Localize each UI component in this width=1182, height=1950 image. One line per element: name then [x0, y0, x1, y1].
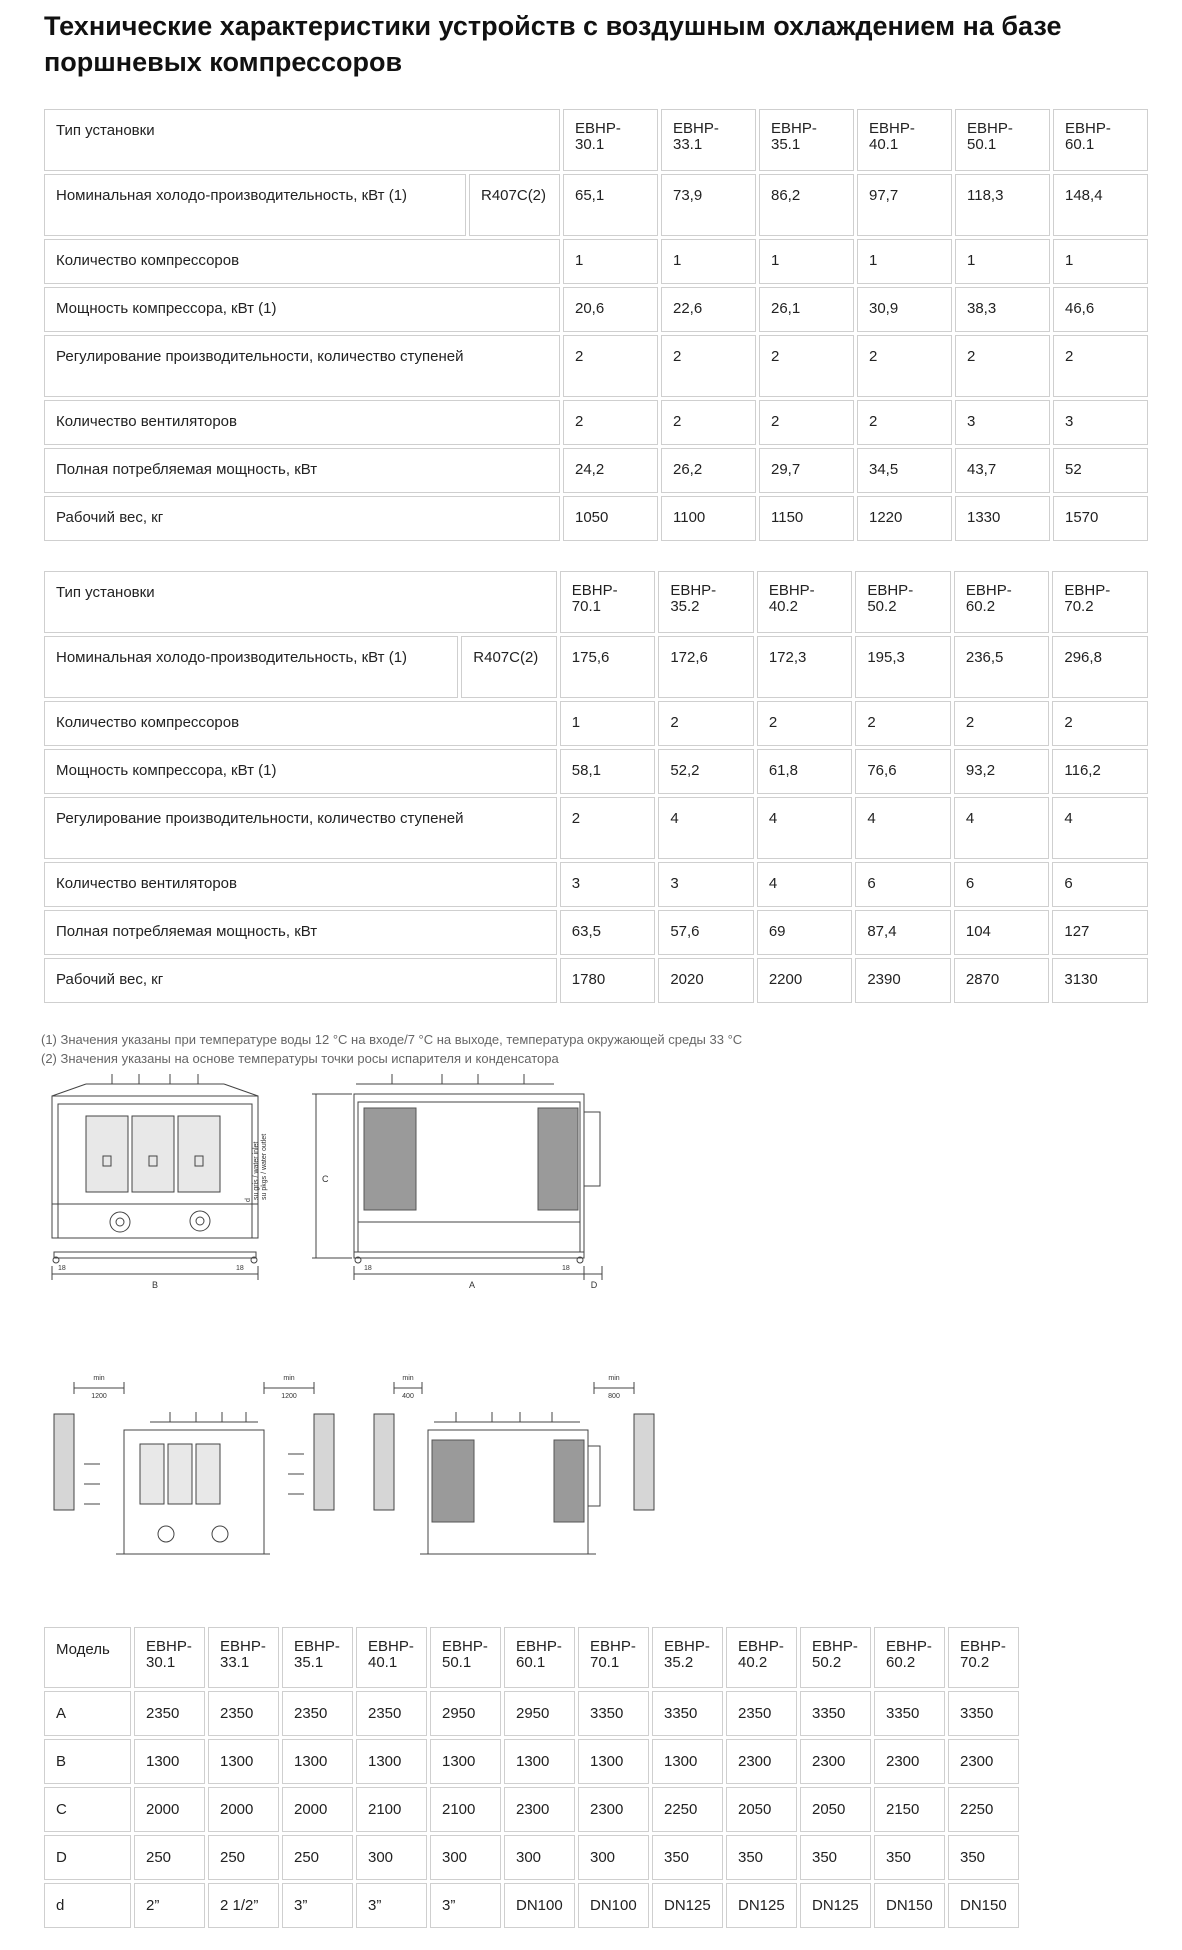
table-row	[44, 797, 1148, 859]
table-cell: DN100	[504, 1883, 575, 1928]
model-header: EBHP-60.2	[874, 1627, 945, 1688]
table-cell: 1220	[857, 496, 952, 541]
clearance-min-label: min	[608, 1375, 620, 1382]
water-outlet-label: su pkgs / water outlet	[261, 1133, 268, 1200]
table-cell: 3130	[1052, 958, 1148, 1003]
table-cell: 1300	[652, 1739, 723, 1784]
table-cell: 2300	[948, 1739, 1019, 1784]
table-cell: 350	[652, 1835, 723, 1880]
table-row	[44, 1691, 1019, 1736]
row-label: Регулирование производительности, количество ступеней	[44, 335, 560, 397]
model-header: EBHP-70.2	[948, 1627, 1019, 1688]
dimensions-table	[41, 1624, 1022, 1931]
table-cell: 3	[1053, 400, 1148, 445]
table-cell: 2	[857, 335, 952, 397]
table-cell: 350	[874, 1835, 945, 1880]
clearance-min-label: min	[283, 1375, 295, 1382]
table-cell: 6	[1052, 862, 1148, 907]
model-header: EBHP-50.2	[855, 571, 951, 633]
dim-a-label: A	[468, 1280, 476, 1290]
table-row	[44, 496, 1148, 541]
row-label: B	[44, 1739, 131, 1784]
table-cell: DN100	[578, 1883, 649, 1928]
row-label: C	[44, 1787, 131, 1832]
table-cell: 2	[658, 701, 754, 746]
table-header-row	[44, 1627, 1019, 1688]
dim-c-label: C	[322, 1174, 329, 1184]
model-header: EBHP-35.1	[759, 109, 854, 171]
table-cell: 3	[560, 862, 656, 907]
model-header: EBHP-40.2	[726, 1627, 797, 1688]
table-cell: 300	[578, 1835, 649, 1880]
table-cell: 2100	[356, 1787, 427, 1832]
table-cell: 1	[661, 239, 756, 284]
table-cell: 104	[954, 910, 1050, 955]
model-header: EBHP-60.1	[1053, 109, 1148, 171]
table-cell: 87,4	[855, 910, 951, 955]
foot-label: 18	[58, 1265, 66, 1272]
table-cell: 20,6	[563, 287, 658, 332]
footnote: (2) Значения указаны на основе температуры точки росы испарителя и конденсатора	[41, 1051, 559, 1066]
table-cell: 3	[955, 400, 1050, 445]
table-cell: 46,6	[1053, 287, 1148, 332]
table-cell: 29,7	[759, 448, 854, 493]
table-cell: 300	[356, 1835, 427, 1880]
refrigerant-cell: R407C(2)	[461, 636, 557, 698]
dim-b-label: B	[151, 1280, 159, 1290]
table-cell: 63,5	[560, 910, 656, 955]
table-cell: 22,6	[661, 287, 756, 332]
dim-d-label: d	[245, 1198, 252, 1202]
table-cell: 2950	[504, 1691, 575, 1736]
table-cell: 296,8	[1052, 636, 1148, 698]
table-cell: 2	[955, 335, 1050, 397]
table-cell: 1100	[661, 496, 756, 541]
table-cell: 1300	[356, 1739, 427, 1784]
table-header-row	[44, 109, 1148, 171]
table-cell: 2050	[726, 1787, 797, 1832]
table-cell: 2350	[134, 1691, 205, 1736]
row-label: Количество компрессоров	[44, 239, 560, 284]
table-cell: 2050	[800, 1787, 871, 1832]
table-cell: 1300	[430, 1739, 501, 1784]
table-cell: 2300	[726, 1739, 797, 1784]
table-cell: 2350	[726, 1691, 797, 1736]
row-label: Регулирование производительности, количество ступеней	[44, 797, 557, 859]
table-cell: 2 1/2”	[208, 1883, 279, 1928]
model-header: EBHP-35.1	[282, 1627, 353, 1688]
table-cell: 2100	[430, 1787, 501, 1832]
table-row	[44, 862, 1148, 907]
table-cell: 2	[759, 335, 854, 397]
table-cell: DN125	[800, 1883, 871, 1928]
table-cell: 2300	[578, 1787, 649, 1832]
model-header: EBHP-50.1	[430, 1627, 501, 1688]
table-cell: 34,5	[857, 448, 952, 493]
row-label: Полная потребляемая мощность, кВт	[44, 910, 557, 955]
table-cell: 236,5	[954, 636, 1050, 698]
table-cell: 1780	[560, 958, 656, 1003]
table-cell: 69	[757, 910, 853, 955]
table-cell: 1	[955, 239, 1050, 284]
table-cell: 1300	[208, 1739, 279, 1784]
table-cell: 4	[757, 862, 853, 907]
table-cell: 26,1	[759, 287, 854, 332]
row-label: Количество вентиляторов	[44, 862, 557, 907]
table-cell: 2000	[134, 1787, 205, 1832]
table-cell: 2300	[504, 1787, 575, 1832]
footnotes	[41, 1030, 742, 1068]
table-cell: 26,2	[661, 448, 756, 493]
table-cell: 1300	[134, 1739, 205, 1784]
table-cell: 2350	[282, 1691, 353, 1736]
table-cell: 300	[430, 1835, 501, 1880]
row-label: Номинальная холодо-производительность, кВт (1)	[44, 174, 466, 236]
clearance-value-label: 400	[402, 1393, 414, 1400]
table-cell: 4	[658, 797, 754, 859]
row-label: Рабочий вес, кг	[44, 958, 557, 1003]
model-header: EBHP-30.1	[134, 1627, 205, 1688]
table-cell: 1	[1053, 239, 1148, 284]
table-row	[44, 958, 1148, 1003]
table-cell: 4	[954, 797, 1050, 859]
clearance-min-label: min	[93, 1375, 105, 1382]
table-cell: 2	[954, 701, 1050, 746]
row-label: Количество вентиляторов	[44, 400, 560, 445]
table-cell: 1300	[282, 1739, 353, 1784]
table-cell: 24,2	[563, 448, 658, 493]
table-row	[44, 1739, 1019, 1784]
clearance-value-label: 1200	[281, 1393, 297, 1400]
table-cell: 2	[563, 400, 658, 445]
table-cell: DN150	[874, 1883, 945, 1928]
table-cell: 2300	[874, 1739, 945, 1784]
table-cell: 127	[1052, 910, 1148, 955]
clearance-value-label: 800	[608, 1393, 620, 1400]
model-header: EBHP-40.2	[757, 571, 853, 633]
table-cell: 1330	[955, 496, 1050, 541]
table-cell: DN150	[948, 1883, 1019, 1928]
front-view-drawing	[40, 1072, 270, 1334]
table-cell: 2350	[356, 1691, 427, 1736]
model-header: EBHP-70.1	[578, 1627, 649, 1688]
row-label: Полная потребляемая мощность, кВт	[44, 448, 560, 493]
table-cell: 172,3	[757, 636, 853, 698]
table-cell: 38,3	[955, 287, 1050, 332]
table-cell: 118,3	[955, 174, 1050, 236]
specs-table-2	[41, 568, 1151, 1006]
clearance-front-drawing	[44, 1374, 344, 1590]
page-title: Технические характеристики устройств с воздушным охлаждением на базе поршневых компрессоров	[44, 11, 1062, 77]
specs-table-1	[41, 106, 1151, 544]
table-cell: 1570	[1053, 496, 1148, 541]
table-cell: 1300	[578, 1739, 649, 1784]
table-cell: 195,3	[855, 636, 951, 698]
model-header: EBHP-40.1	[857, 109, 952, 171]
table-cell: 1050	[563, 496, 658, 541]
table-cell: 97,7	[857, 174, 952, 236]
table-cell: 1300	[504, 1739, 575, 1784]
table-cell: 58,1	[560, 749, 656, 794]
table-cell: 2870	[954, 958, 1050, 1003]
table-cell: 2	[560, 797, 656, 859]
table-cell: 2000	[208, 1787, 279, 1832]
table-cell: 2350	[208, 1691, 279, 1736]
table-row	[44, 1883, 1019, 1928]
table-cell: 2	[1052, 701, 1148, 746]
table-cell: 3”	[356, 1883, 427, 1928]
table-cell: 250	[208, 1835, 279, 1880]
table-row	[44, 636, 1148, 698]
table-cell: 3350	[800, 1691, 871, 1736]
model-header: EBHP-40.1	[356, 1627, 427, 1688]
model-header: EBHP-50.1	[955, 109, 1050, 171]
table-cell: DN125	[652, 1883, 723, 1928]
table-cell: 2	[857, 400, 952, 445]
model-header: EBHP-70.1	[560, 571, 656, 633]
clearance-side-drawing	[364, 1374, 664, 1590]
table-cell: 86,2	[759, 174, 854, 236]
table-cell: 3”	[430, 1883, 501, 1928]
table-cell: 52,2	[658, 749, 754, 794]
table-cell: 2	[757, 701, 853, 746]
table-cell: 1	[560, 701, 656, 746]
table-cell: 73,9	[661, 174, 756, 236]
table-header-row	[44, 571, 1148, 633]
table-cell: 2”	[134, 1883, 205, 1928]
table-cell: 2000	[282, 1787, 353, 1832]
side-view-drawing	[312, 1072, 632, 1334]
table-cell: 1	[857, 239, 952, 284]
model-header: EBHP-60.2	[954, 571, 1050, 633]
table-cell: 2	[855, 701, 951, 746]
table-cell: 76,6	[855, 749, 951, 794]
table-cell: 2390	[855, 958, 951, 1003]
table-cell: 250	[282, 1835, 353, 1880]
table-cell: 1150	[759, 496, 854, 541]
table-cell: 3350	[874, 1691, 945, 1736]
row-label: Мощность компрессора, кВт (1)	[44, 749, 557, 794]
model-header: EBHP-33.1	[661, 109, 756, 171]
model-header: EBHP-60.1	[504, 1627, 575, 1688]
table-cell: 4	[855, 797, 951, 859]
table-cell: 3	[658, 862, 754, 907]
table-cell: 2250	[652, 1787, 723, 1832]
table-cell: 2150	[874, 1787, 945, 1832]
dim-d-label: D	[590, 1280, 598, 1290]
table-row	[44, 1787, 1019, 1832]
table-cell: 2200	[757, 958, 853, 1003]
table-row	[44, 335, 1148, 397]
model-header: EBHP-35.2	[652, 1627, 723, 1688]
table-cell: 300	[504, 1835, 575, 1880]
table-row	[44, 400, 1148, 445]
table-cell: 2	[1053, 335, 1148, 397]
row-label: d	[44, 1883, 131, 1928]
table-cell: 2300	[800, 1739, 871, 1784]
table-row	[44, 1835, 1019, 1880]
table-cell: 52	[1053, 448, 1148, 493]
table-cell: 1	[563, 239, 658, 284]
header-label: Тип установки	[44, 571, 557, 633]
table-cell: 6	[954, 862, 1050, 907]
table-cell: 6	[855, 862, 951, 907]
table-cell: 116,2	[1052, 749, 1148, 794]
table-cell: 350	[800, 1835, 871, 1880]
table-cell: 172,6	[658, 636, 754, 698]
model-header: EBHP-33.1	[208, 1627, 279, 1688]
table-cell: 3350	[652, 1691, 723, 1736]
table-cell: 4	[1052, 797, 1148, 859]
foot-label: 18	[236, 1265, 244, 1272]
refrigerant-cell: R407C(2)	[469, 174, 560, 236]
table-cell: 350	[726, 1835, 797, 1880]
table-cell: 43,7	[955, 448, 1050, 493]
footnote: (1) Значения указаны при температуре воды 12 °С на входе/7 °С на выходе, температура окружающей среды 33 °С	[41, 1032, 743, 1047]
table-cell: 61,8	[757, 749, 853, 794]
table-cell: 2	[661, 335, 756, 397]
table-cell: 2	[661, 400, 756, 445]
foot-label: 18	[562, 1265, 570, 1272]
water-inlet-label: su gris / water inlet	[253, 1141, 260, 1200]
row-label: Рабочий вес, кг	[44, 496, 560, 541]
table-cell: 3350	[578, 1691, 649, 1736]
model-header: EBHP-30.1	[563, 109, 658, 171]
header-label: Модель	[44, 1627, 131, 1688]
model-header: EBHP-50.2	[800, 1627, 871, 1688]
table-row	[44, 287, 1148, 332]
row-label: Мощность компрессора, кВт (1)	[44, 287, 560, 332]
table-cell: 2950	[430, 1691, 501, 1736]
table-row	[44, 749, 1148, 794]
row-label: Количество компрессоров	[44, 701, 557, 746]
table-row	[44, 701, 1148, 746]
row-label: D	[44, 1835, 131, 1880]
table-cell: 175,6	[560, 636, 656, 698]
table-cell: DN125	[726, 1883, 797, 1928]
clearance-min-label: min	[402, 1375, 414, 1382]
table-cell: 93,2	[954, 749, 1050, 794]
table-cell: 2	[759, 400, 854, 445]
table-cell: 1	[759, 239, 854, 284]
table-cell: 2	[563, 335, 658, 397]
header-label: Тип установки	[44, 109, 560, 171]
table-cell: 2250	[948, 1787, 1019, 1832]
table-cell: 148,4	[1053, 174, 1148, 236]
table-row	[44, 448, 1148, 493]
fan-arrows	[112, 1074, 198, 1084]
table-cell: 4	[757, 797, 853, 859]
table-cell: 2020	[658, 958, 754, 1003]
table-cell: 57,6	[658, 910, 754, 955]
table-cell: 65,1	[563, 174, 658, 236]
row-label: A	[44, 1691, 131, 1736]
foot-label: 18	[364, 1265, 372, 1272]
clearance-value-label: 1200	[91, 1393, 107, 1400]
table-cell: 30,9	[857, 287, 952, 332]
table-cell: 3350	[948, 1691, 1019, 1736]
row-label: Номинальная холодо-производительность, кВт (1)	[44, 636, 458, 698]
model-header: EBHP-70.2	[1052, 571, 1148, 633]
model-header: EBHP-35.2	[658, 571, 754, 633]
table-row	[44, 910, 1148, 955]
table-cell: 350	[948, 1835, 1019, 1880]
table-row	[44, 174, 1148, 236]
table-row	[44, 239, 1148, 284]
table-cell: 3”	[282, 1883, 353, 1928]
table-cell: 250	[134, 1835, 205, 1880]
